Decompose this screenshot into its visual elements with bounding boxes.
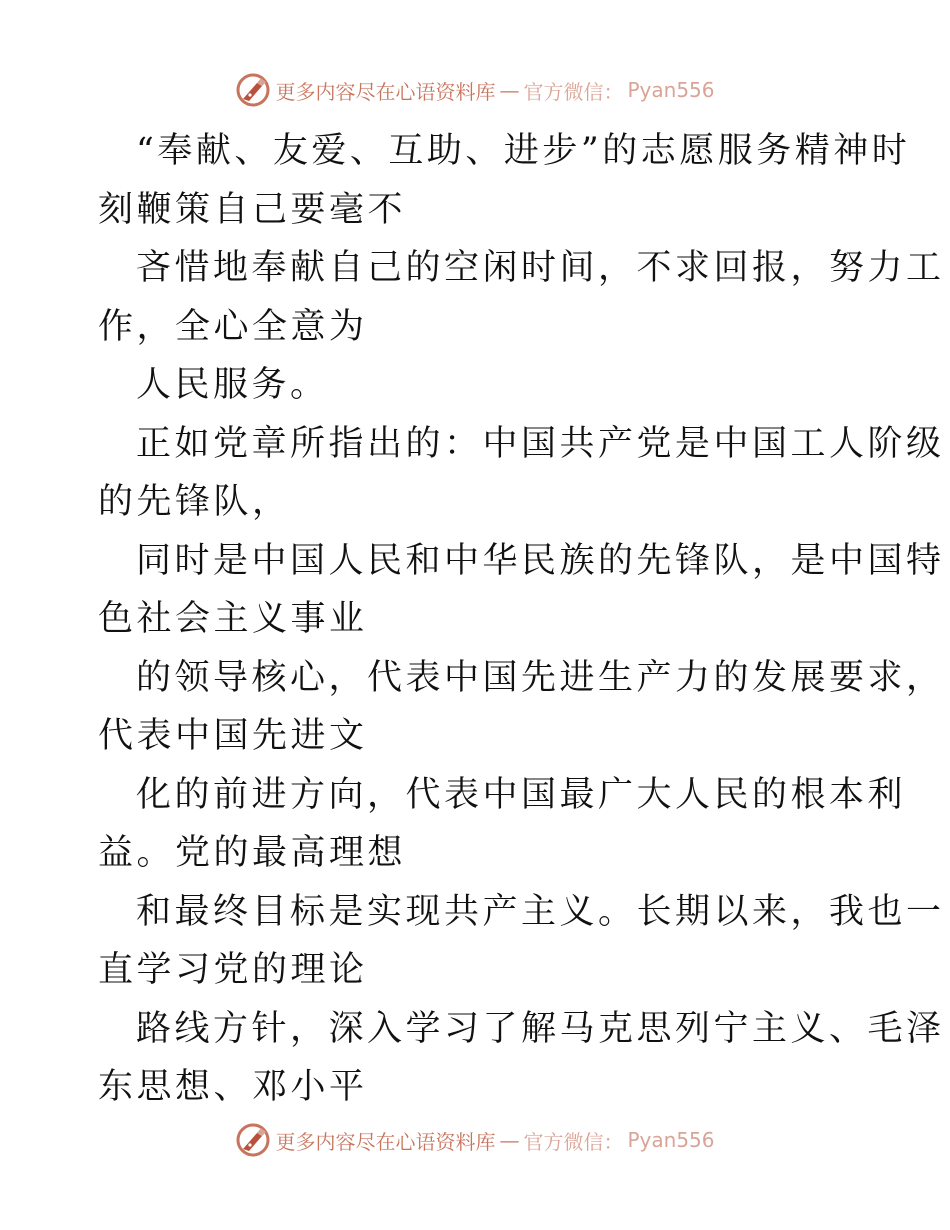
line-text: 益。党的最高理想 [98,833,407,873]
line-text: 作，全心全意为 [98,306,368,347]
line-text: 路线方针，深入学习了解马克思列宁主义、毛泽 [136,1008,945,1049]
footer-wechat-id: Pyan556 [627,1128,715,1152]
line-text: “奉献、友爱、互助、进步”的志愿服务精神时 [136,131,911,171]
footer-banner [0,1120,950,1160]
header-banner-content [235,72,714,108]
line-text: 的先锋队， [98,482,291,522]
paragraph-line [98,1000,945,1059]
line-text: 刻鞭策自己要毫不 [98,189,407,230]
line-text: 正如党章所指出的：中国共产党是中国工人阶级 [136,423,945,464]
footer-banner-content [235,1122,714,1158]
line-text: 同时是中国人民和中华民族的先锋队，是中国特 [136,540,945,581]
header-wechat-id: Pyan556 [627,78,715,102]
line-text: 化的前进方向，代表中国最广大人民的根本利 [136,774,907,815]
paragraph-line [98,707,858,766]
header-banner [0,70,950,110]
line-text: 东思想、邓小平 [98,1067,368,1107]
pen-logo-icon [235,72,271,108]
document-body [98,122,945,1117]
paragraph-line [98,883,945,942]
paragraph-line [98,239,945,298]
line-text: 的领导核心，代表中国先进生产力的发展要求， [136,657,945,698]
paragraph-line [98,766,907,825]
paragraph-line [98,181,858,240]
header-site-name: 更多内容尽在心语资料库 [275,79,496,104]
paragraph-line [98,590,858,649]
paragraph-line [98,415,945,474]
paragraph-line [98,941,858,1000]
line-text: 和最终目标是实现共产主义。长期以来，我也一 [136,891,945,932]
footer-dash: — [499,1128,520,1152]
header-dash: — [499,78,520,102]
pen-logo-icon [235,1122,271,1158]
paragraph-line [98,122,911,181]
paragraph-line [98,473,858,532]
footer-site-name: 更多内容尽在心语资料库 [275,1129,496,1154]
footer-wechat-label: 官方微信： [523,1129,624,1154]
paragraph-line [98,298,858,357]
paragraph-line [98,649,945,708]
paragraph-line [98,356,858,415]
line-text: 人民服务。 [136,365,329,405]
paragraph-line [98,1058,858,1117]
line-text: 代表中国先进文 [98,716,368,756]
paragraph-line [98,532,945,591]
header-wechat-label: 官方微信： [523,79,624,104]
line-text: 色社会主义事业 [98,599,368,639]
line-text: 吝惜地奉献自己的空闲时间，不求回报，努力工 [136,248,945,288]
line-text: 直学习党的理论 [98,950,368,990]
paragraph-line [98,824,858,883]
